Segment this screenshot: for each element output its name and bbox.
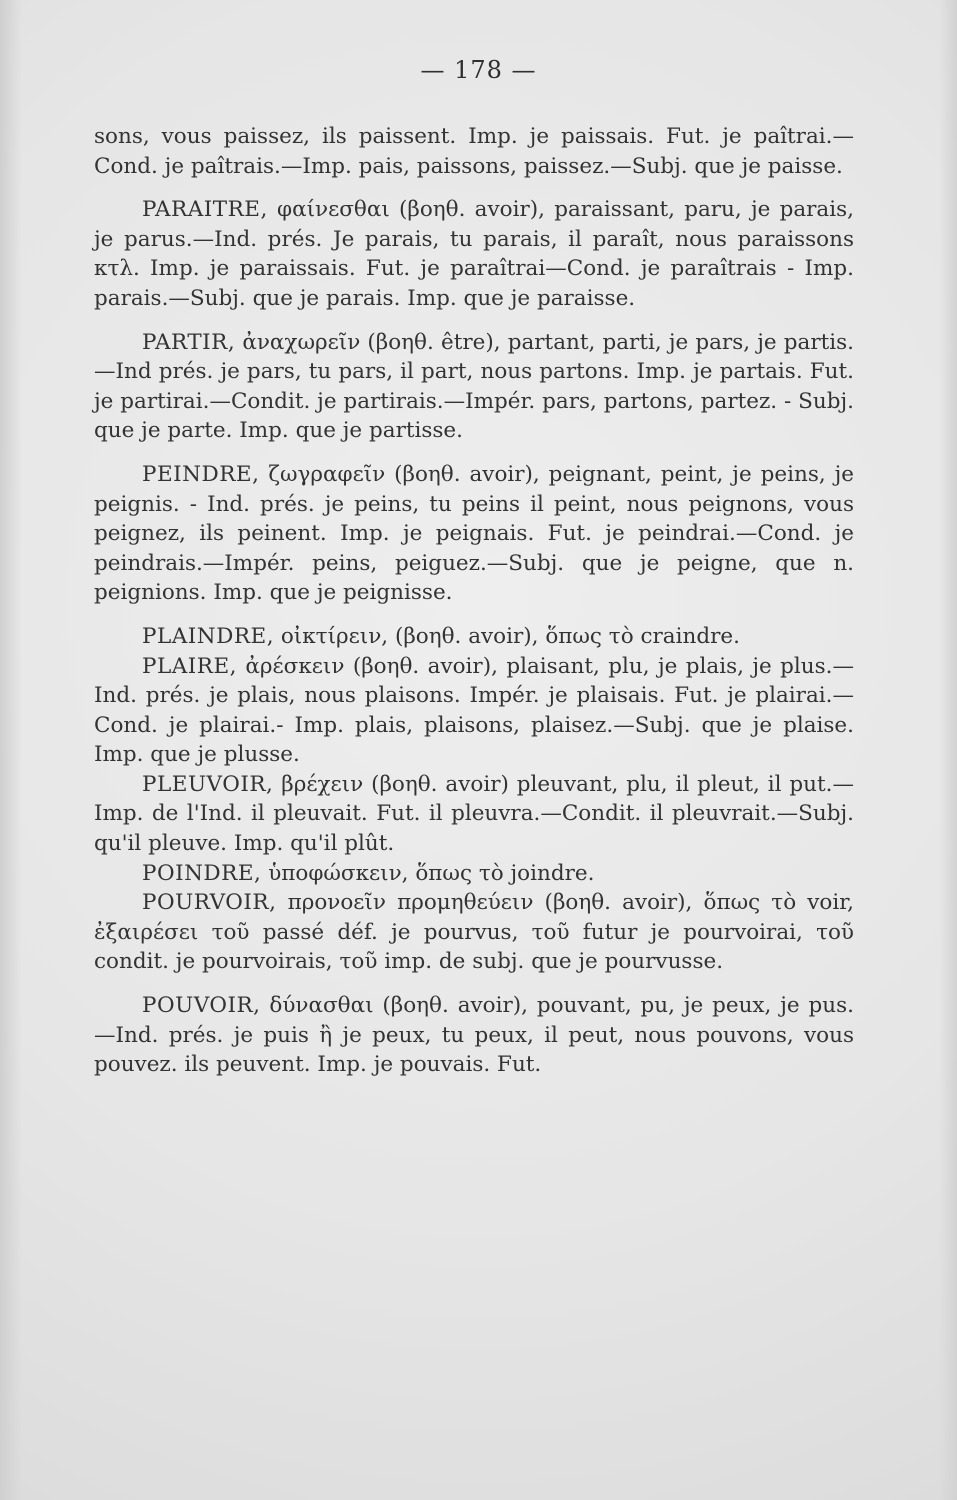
headword: PLEUVOIR,	[142, 771, 274, 797]
entry-text: προνοεῖν προμηθεύειν (βοηθ. avoir), ὅπως τὸ voir, ἐξαιρέσει τοῦ passé déf. je pourvus, τοῦ futur je pourvoirai, τοῦ condit. je pourvoirais, τοῦ imp. de subj. que je pourvusse.	[94, 890, 854, 975]
entry-text: δύνασθαι (βοηθ. avoir), pouvant, pu, je peux, je pus.—Ind. prés. je puis ἢ je peux, tu peux, il peut, nous pouvons, vous pouvez. ils peuvent. Imp. je pouvais. Fut.	[94, 993, 854, 1078]
entry-pourvoir	[94, 888, 854, 977]
headword: PARAITRE,	[142, 197, 268, 223]
headword: PLAIRE,	[142, 653, 237, 679]
entry-plaindre	[94, 622, 854, 652]
headword: POUVOIR,	[142, 993, 261, 1019]
entry-text: ζωγραφεῖν (βοηθ. avoir), peignant, peint, je peins, je peignis. - Ind. prés. je peins, tu peins il peint, nous peignons, vous peignez, ils peinent. Imp. je peignais. Fut. je peindrai.—Cond. je peindrais.—Impér. peins, peiguez.—Subj. que je peigne, que n. peignions. Imp. que je peignisse.	[94, 461, 854, 606]
entry-pouvoir	[94, 991, 854, 1080]
entry-text: φαίνεσθαι (βοηθ. avoir), paraissant, paru, je parais, je parus.—Ind. prés. Je parais, tu parais, il paraît, nous paraissons κτλ. Imp. je paraissais. Fut. je paraîtrai—Cond. je paraîtrais - Imp. parais.—Subj. que je parais. Imp. que je paraisse.	[94, 197, 854, 311]
headword: POINDRE,	[142, 860, 262, 886]
entry-text: οἰκτίρειν, (βοηθ. avoir), ὅπως τὸ craindre.	[274, 623, 740, 649]
headword: PARTIR,	[142, 329, 236, 355]
text-body	[94, 122, 854, 1080]
headword: POURVOIR,	[142, 890, 277, 916]
entry-text: ὑποφώσκειν, ὅπως τὸ joindre.	[261, 860, 595, 886]
continuation-paragraph: sons, vous paissez, ils paissent. Imp. je paissais. Fut. je paîtrai.—Cond. je paîtrais.—Imp. pais, paissons, paissez.—Subj. que je paisse.	[94, 124, 854, 179]
entry-text: ἀρέσκειν (βοηθ. avoir), plaisant, plu, je plais, je plus.—Ind. prés. je plais, nous plaisons. Impér. je plaisais. Fut. je plairai.—Cond. je plairai.- Imp. plais, plaisons, plaisez.—Subj. que je plaise. Imp. que je plusse.	[94, 653, 854, 768]
page-edge-shadow-left	[0, 0, 22, 1500]
entry-paraitre	[94, 195, 854, 313]
entry-peindre	[94, 460, 854, 608]
entry-partir	[94, 328, 854, 446]
entry-pleuvoir	[94, 770, 854, 859]
headword: PEINDRE,	[142, 461, 260, 487]
headword: PLAINDRE,	[142, 623, 275, 649]
page-edge-shadow-right	[939, 0, 957, 1500]
entry-poindre	[94, 859, 854, 889]
page-number: — 178 —	[420, 56, 537, 84]
entry-text: βρέχειν (βοηθ. avoir) pleuvant, plu, il pleut, il put.—Imp. de l'Ind. il pleuvait. Fut. il pleuvra.—Condit. il pleuvrait.—Subj. qu'il pleuve. Imp. qu'il plût.	[94, 771, 854, 857]
entry-text: ἀναχωρεῖν (βοηθ. être), partant, parti, je pars, je partis.—Ind prés. je pars, tu pars, il part, nous partons. Imp. je partais. Fut. je partirai.—Condit. je partirais.—Impér. pars, partons, partez. - Subj. que je parte. Imp. que je partisse.	[94, 329, 854, 444]
entry-plaire	[94, 652, 854, 770]
